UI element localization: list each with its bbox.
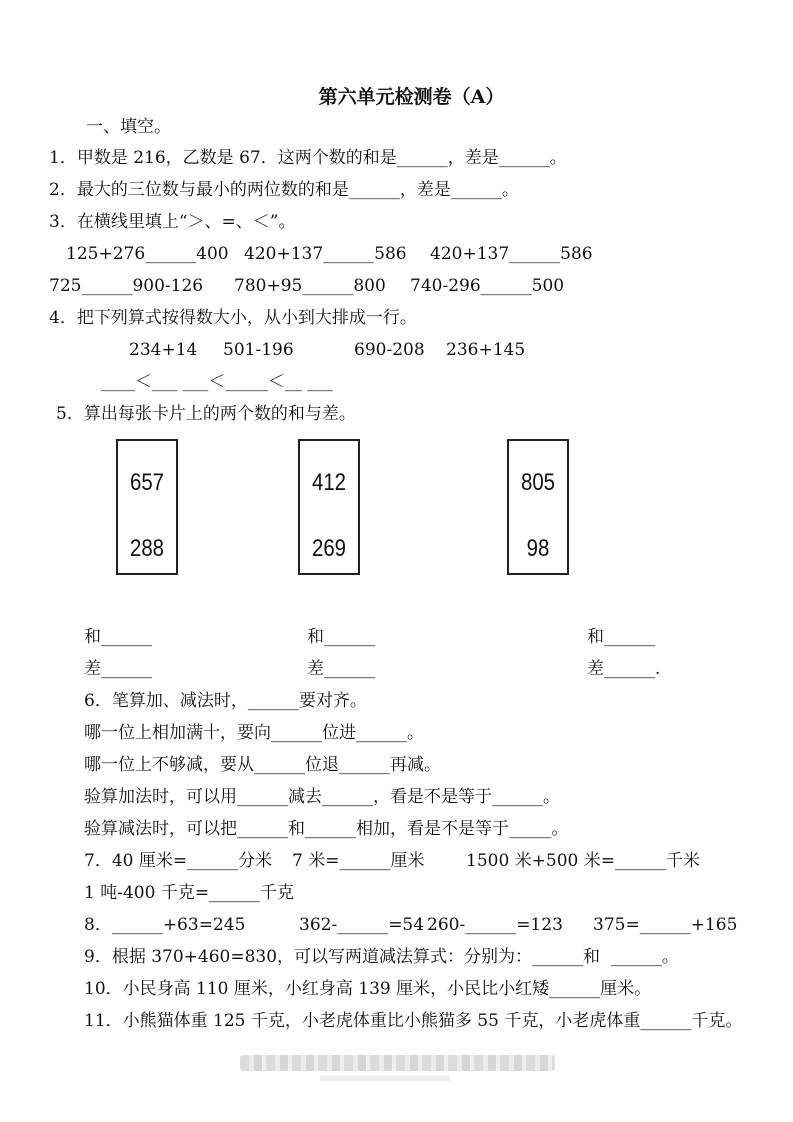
compare-item: 420+137______586	[430, 244, 593, 264]
card-top-number: 657	[129, 469, 165, 496]
expression: 236+145	[446, 340, 526, 360]
question-11: 11．小熊猫体重 125 千克，小老虎体重比小熊猫多 55 千克，小老虎体重______千克。	[84, 1011, 743, 1031]
section-heading: 一、填空。	[86, 117, 171, 137]
page-title: 第六单元检测卷（A）	[318, 86, 505, 108]
number-card	[298, 439, 360, 575]
question-8-part: 362-______=54	[299, 915, 425, 935]
question-3: 3．在横线里填上“＞、=、＜”。	[49, 212, 296, 232]
order-blanks: ____＜___ ___＜_____＜__ ___	[101, 372, 333, 392]
compare-item: 125+276______400	[66, 244, 229, 264]
expression: 690-208	[354, 340, 425, 360]
number-card	[507, 439, 569, 575]
sum-blank: 和______	[307, 627, 375, 647]
question-8-part: 375=______+165	[593, 915, 738, 935]
sum-blank: 和______	[84, 627, 152, 647]
question-2: 2．最大的三位数与最小的两位数的和是______，差是______。	[49, 180, 519, 200]
question-10: 10．小民身高 110 厘米，小红身高 139 厘米，小民比小红矮______厘米。	[84, 979, 652, 999]
card-top-number: 412	[311, 469, 347, 496]
question-6-line: 验算减法时，可以把______和______相加，看是不是等于_____。	[84, 819, 569, 839]
card-bottom-number: 269	[311, 535, 347, 562]
question-7-part: 1500 米+500 米=______千米	[466, 851, 701, 871]
difference-blank: 差______	[307, 659, 375, 679]
question-7-part: 7 米=______厘米	[292, 851, 425, 871]
card-bottom-number: 98	[526, 535, 550, 562]
sum-blank: 和______	[587, 627, 655, 647]
compare-item: 780+95______800	[234, 276, 386, 296]
difference-blank: 差______.	[587, 659, 661, 679]
blurred-footer	[240, 1055, 555, 1071]
expression: 234+14	[129, 340, 198, 360]
question-6-line: 验算加法时，可以用______减去______，看是不是等于______。	[84, 787, 560, 807]
question-4: 4．把下列算式按得数大小，从小到大排成一行。	[49, 308, 417, 328]
question-7: 7．40 厘米=______分米	[84, 851, 273, 871]
compare-item: 420+137______586	[244, 244, 407, 264]
question-6: 6．笔算加、减法时，______要对齐。	[84, 691, 367, 711]
difference-blank: 差______	[84, 659, 152, 679]
compare-item: 725______900-126	[49, 276, 204, 296]
card-bottom-number: 288	[129, 535, 165, 562]
card-top-number: 805	[520, 469, 556, 496]
question-9: 9．根据 370+460=830，可以写两道减法算式：分别为：______和 ______。	[84, 947, 679, 967]
question-8: 8．______+63=245	[84, 915, 246, 935]
compare-item: 740-296______500	[410, 276, 565, 296]
question-1: 1．甲数是 216，乙数是 67．这两个数的和是______，差是______。	[49, 148, 567, 168]
question-6-line: 哪一位上不够减，要从______位退______再减。	[84, 755, 441, 775]
question-5: 5．算出每张卡片上的两个数的和与差。	[56, 404, 356, 424]
blurred-footer-shadow	[320, 1075, 450, 1081]
question-7-part: 1 吨-400 千克=______千克	[84, 883, 295, 903]
question-8-part: 260-______=123	[427, 915, 563, 935]
expression: 501-196	[223, 340, 294, 360]
question-6-line: 哪一位上相加满十，要向______位进______。	[84, 723, 424, 743]
number-card	[116, 439, 178, 575]
